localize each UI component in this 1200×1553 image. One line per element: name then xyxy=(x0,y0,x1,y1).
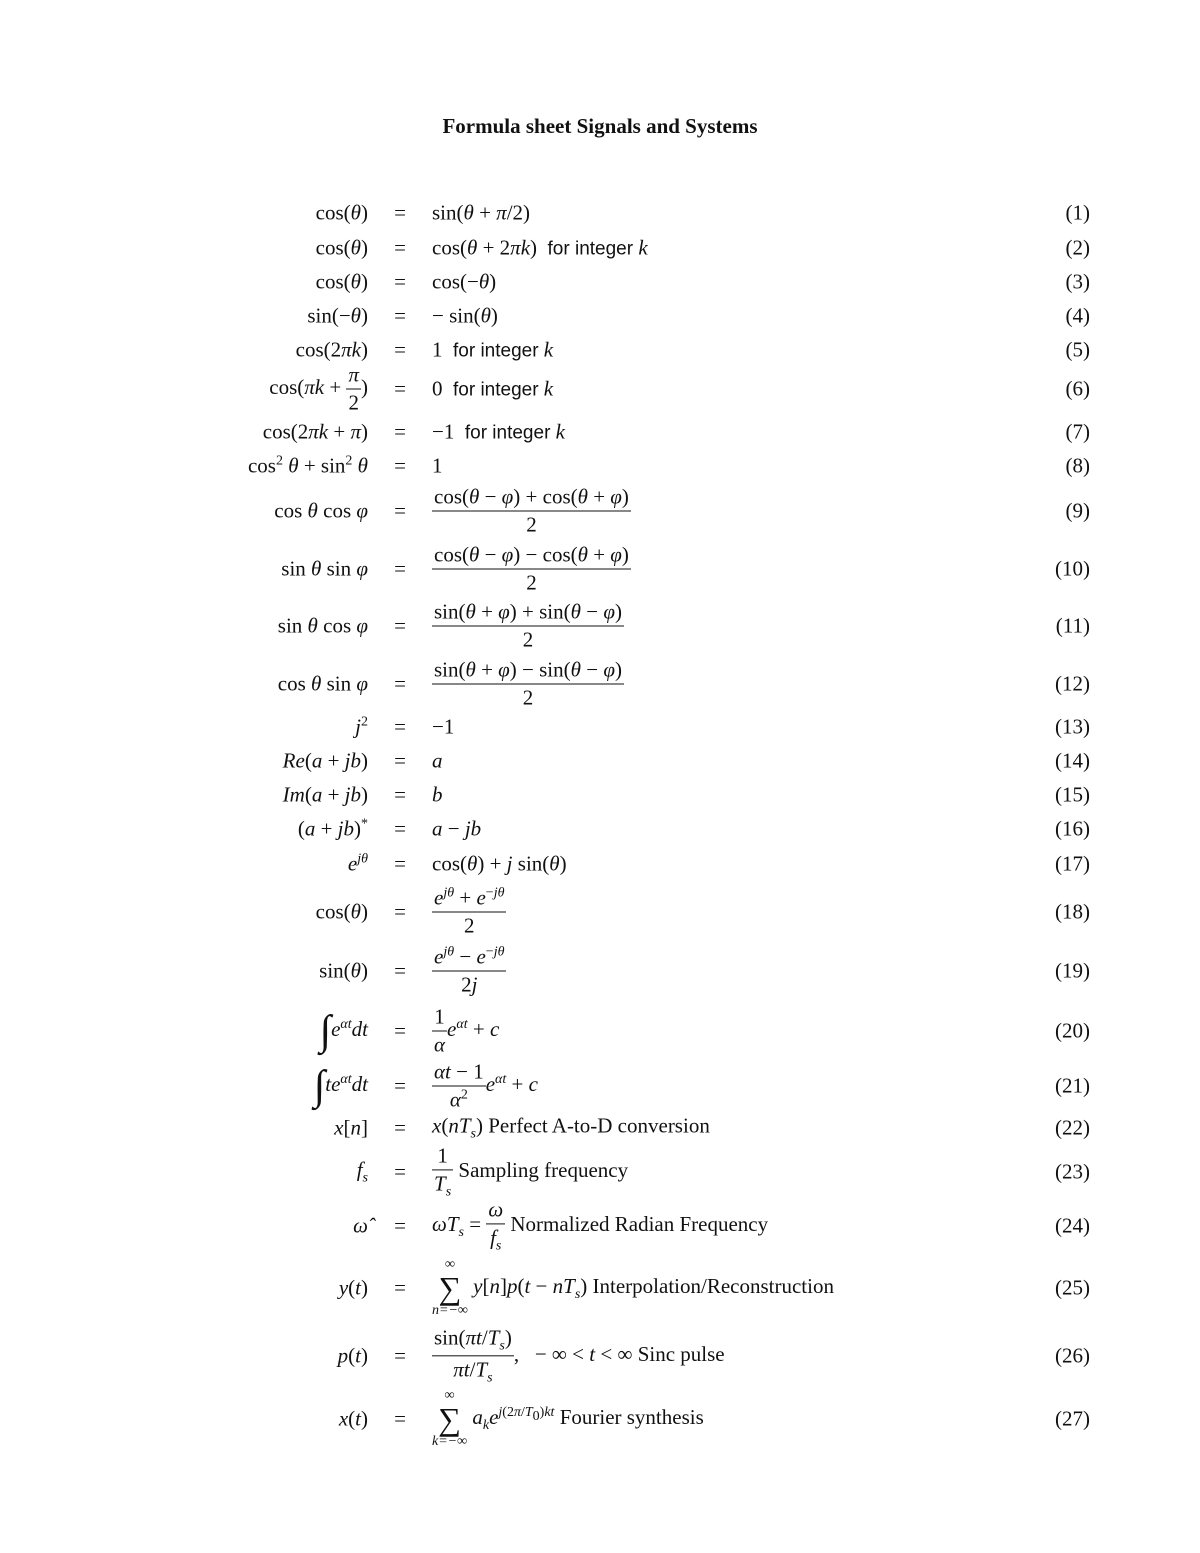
equation-rhs: $x(nT_s)$ Perfect A-to-D conversion xyxy=(432,1113,710,1142)
equation-rhs: −1 for integer k xyxy=(432,419,565,444)
equals-sign: = xyxy=(394,269,406,294)
equation-rhs: $\frac{\alpha t - 1}{\alpha^2}$ $e^{\alpha t} + c$ xyxy=(434,1059,538,1112)
equation-rhs: cos(θ) + j sin(θ) xyxy=(432,851,567,876)
equation-number: (27) xyxy=(1055,1406,1090,1431)
equation-lhs: $\int e^{\alpha t}dt$ xyxy=(319,1008,368,1054)
equation-number: (19) xyxy=(1055,958,1090,983)
equals-sign: = xyxy=(394,714,406,739)
equation-lhs: $\cos^2 \theta + \sin^2 \theta$ xyxy=(247,453,368,478)
equation-rhs: $\frac{e^{j\theta} - e^{-j\theta}}{2j}$ xyxy=(434,944,505,997)
equation-note: Fourier synthesis xyxy=(559,1404,704,1429)
equals-sign: = xyxy=(394,1018,406,1043)
equation-lhs: cos θ sin φ xyxy=(277,671,368,696)
equals-sign: = xyxy=(394,816,406,841)
equation-number: (12) xyxy=(1055,671,1090,696)
equation-lhs: cos(θ) xyxy=(315,235,368,260)
equation-rhs: a xyxy=(432,748,443,773)
equation-lhs: $\int te^{\alpha t}dt$ xyxy=(313,1063,368,1109)
equals-sign: = xyxy=(394,748,406,773)
equals-sign: = xyxy=(394,337,406,362)
equation-number: (1) xyxy=(1065,200,1090,225)
equation-rhs: $\omega T_s$ = $\frac{\omega}{f_s}$ Normalized Radian Frequency xyxy=(432,1197,769,1254)
equation-rhs: cos(−θ) xyxy=(432,269,497,294)
equation-number: (17) xyxy=(1055,851,1090,876)
equals-sign: = xyxy=(394,1073,406,1098)
equation-number: (10) xyxy=(1055,556,1090,581)
equation-lhs: x[n] xyxy=(334,1115,368,1140)
equals-sign: = xyxy=(394,453,406,478)
equation-number: (4) xyxy=(1065,303,1090,328)
equation-rhs: sin(θ + π/2) xyxy=(432,200,531,225)
equation-lhs: cos(θ) xyxy=(315,269,368,294)
equation-number: (22) xyxy=(1055,1115,1090,1140)
equation-lhs: p(t) xyxy=(337,1343,368,1368)
equation-rhs: 0 for integer k xyxy=(432,376,554,401)
equation-number: (23) xyxy=(1055,1159,1090,1184)
equation-rhs: ∞ ∑ k=−∞ $a_ke^{j(2\pi/T_0)kt}$ Fourier synthesis xyxy=(432,1388,704,1449)
equals-sign: = xyxy=(394,958,406,983)
equation-rhs: − sin(θ) xyxy=(432,303,498,328)
equals-sign: = xyxy=(394,671,406,696)
equation-rhs: b xyxy=(432,782,443,807)
equals-sign: = xyxy=(394,376,406,401)
equation-rhs: $\frac{1}{T_s}$ Sampling frequency xyxy=(434,1143,629,1200)
equation-number: (18) xyxy=(1055,899,1090,924)
equation-number: (7) xyxy=(1065,419,1090,444)
equation-lhs: cos(πk + $\frac{\pi}{2}$ ) xyxy=(269,362,368,415)
equation-lhs: cos θ cos φ xyxy=(274,498,368,523)
equals-sign: = xyxy=(394,851,406,876)
equation-lhs: sin(−θ) xyxy=(307,303,368,328)
equals-sign: = xyxy=(394,303,406,328)
equals-sign: = xyxy=(394,1159,406,1184)
equation-lhs: sin(θ) xyxy=(319,958,368,983)
equation-lhs: $f_s$ xyxy=(356,1157,368,1186)
equation-number: (5) xyxy=(1065,337,1090,362)
equation-number: (9) xyxy=(1065,498,1090,523)
equals-sign: = xyxy=(394,556,406,581)
equation-number: (26) xyxy=(1055,1343,1090,1368)
equation-number: (13) xyxy=(1055,714,1090,739)
equation-number: (2) xyxy=(1065,235,1090,260)
equation-rhs: $\frac{\cos(\theta - \varphi) + \cos(\theta + \varphi)}{2}$ xyxy=(434,484,629,537)
equation-number: (14) xyxy=(1055,748,1090,773)
equation-rhs: $\frac{\cos(\theta - \varphi) - \cos(\theta + \varphi)}{2}$ xyxy=(434,542,629,595)
equation-number: (25) xyxy=(1055,1275,1090,1300)
equation-rhs: a − jb xyxy=(432,816,482,841)
equation-rhs: −1 xyxy=(432,714,455,739)
equation-lhs: $j^2$ xyxy=(355,714,368,739)
page-title: Formula sheet Signals and Systems xyxy=(442,114,758,138)
equation-note: Sampling frequency xyxy=(458,1157,629,1182)
equation-number: (11) xyxy=(1055,613,1090,638)
equation-number: (15) xyxy=(1055,782,1090,807)
equals-sign: = xyxy=(394,200,406,225)
equals-sign: = xyxy=(394,498,406,523)
equals-sign: = xyxy=(394,613,406,638)
equation-lhs: (a + jb)* xyxy=(297,816,368,841)
equation-number: (20) xyxy=(1055,1018,1090,1043)
equation-lhs: sin θ cos φ xyxy=(277,613,368,638)
equation-lhs: cos(2πk) xyxy=(295,337,368,362)
equation-rhs: $\frac{1}{\alpha}$ $e^{\alpha t} + c$ xyxy=(434,1004,500,1057)
equation-rhs: $\frac{\sin(\pi t/T_s)}{\pi t/T_s}$ , − ∞ < t < ∞ Sinc pulse xyxy=(434,1325,725,1386)
equation-lhs: x(t) xyxy=(338,1406,368,1431)
equation-rhs: ∞ ∑ n=−∞ $y[n]p(t - nT_s)$ Interpolation/Reconstruction xyxy=(432,1257,834,1318)
equals-sign: = xyxy=(394,1213,406,1238)
equation-lhs: sin θ sin φ xyxy=(281,556,368,581)
equation-number: (21) xyxy=(1055,1073,1090,1098)
equals-sign: = xyxy=(394,899,406,924)
equation-lhs: cos(2πk + π) xyxy=(262,419,368,444)
equals-sign: = xyxy=(394,782,406,807)
equation-number: (6) xyxy=(1065,376,1090,401)
equation-rhs: 1 for integer k xyxy=(432,337,554,362)
equals-sign: = xyxy=(394,1275,406,1300)
equation-number: (8) xyxy=(1065,453,1090,478)
equation-note: Perfect A-to-D conversion xyxy=(488,1113,710,1138)
equation-number: (16) xyxy=(1055,816,1090,841)
equals-sign: = xyxy=(394,1343,406,1368)
equals-sign: = xyxy=(394,1115,406,1140)
equals-sign: = xyxy=(394,1406,406,1431)
equation-rhs: $\frac{\sin(\theta + \varphi) + \sin(\theta - \varphi)}{2}$ xyxy=(434,599,622,652)
equation-rhs: $\frac{\sin(\theta + \varphi) - \sin(\theta - \varphi)}{2}$ xyxy=(434,657,622,710)
equation-rhs: cos(θ + 2πk) for integer k xyxy=(432,235,648,260)
equation-note: Normalized Radian Frequency xyxy=(510,1211,769,1236)
equals-sign: = xyxy=(394,419,406,444)
equation-lhs: y(t) xyxy=(338,1275,368,1300)
equation-number: (24) xyxy=(1055,1213,1090,1238)
equals-sign: = xyxy=(394,235,406,260)
equation-number: (3) xyxy=(1065,269,1090,294)
equation-rhs: 1 xyxy=(432,453,443,478)
equation-rhs: $\frac{e^{j\theta} + e^{-j\theta}}{2}$ xyxy=(434,885,505,938)
equation-lhs: Re(a + jb) xyxy=(282,748,368,773)
equation-lhs: $e^{j\theta}$ xyxy=(347,851,368,876)
equation-lhs: cos(θ) xyxy=(315,899,368,924)
equation-lhs: cos(θ) xyxy=(315,200,368,225)
equation-note: Interpolation/Reconstruction xyxy=(592,1273,834,1298)
equation-note: Sinc pulse xyxy=(637,1341,725,1366)
equation-lhs: Im(a + jb) xyxy=(282,782,368,807)
equation-lhs: ω̂ xyxy=(353,1213,368,1238)
